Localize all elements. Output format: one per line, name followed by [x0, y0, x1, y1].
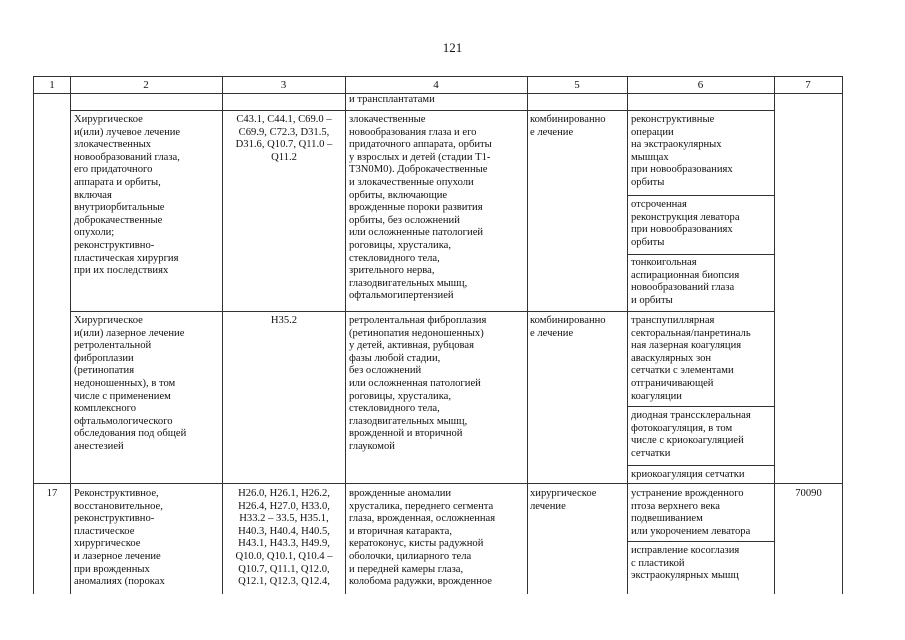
subrow-line [627, 541, 774, 542]
header-cell-2: 2 [143, 79, 149, 91]
header-cell-6: 6 [697, 79, 704, 91]
subrow-line [627, 195, 774, 196]
row-line [70, 311, 774, 312]
row-c-col2: Реконструктивное, восстановительное, реконструктивно- пластическое хирургическое и лазерное лечение при врожденных аномалиях (пороках [74, 488, 165, 588]
row-b-col2: Хирургическое и(или) лазерное лечение ретролентальной фиброплазии (ретинопатия недоношенных), в том числе с применением комплексного офтальмологического обследования под общей анестезией [74, 315, 187, 452]
medical-table [33, 76, 843, 594]
col-divider [70, 77, 71, 594]
row-b-col5: комбинированно е лечение [530, 315, 606, 339]
row-c-col1: 17 [46, 488, 58, 499]
header-cell-3: 3 [280, 79, 287, 91]
col-divider [527, 77, 528, 594]
row-c-col6-2: исправление косоглазия с пластикой экстраокулярных мышц [631, 545, 740, 582]
page-number: 121 [442, 40, 463, 55]
row-line [70, 110, 774, 111]
col-divider [345, 77, 346, 594]
col-divider [774, 77, 775, 594]
row-c-col6-1: устранение врожденного птоза верхнего века подвешиванием или укорочением леватора [631, 488, 751, 537]
subrow-line [627, 465, 774, 466]
row-a-col4: злокачественные новообразования глаза и его придаточного аппарата, орбиты у взрослых и детей (стадии T1- T3N0M0). Доброкачественные и злокачественные опухоли орбиты, включающие врожденные пороки развития орбиты, без осложнений или осложненные патологией роговицы, хрусталика, стекловидного тела, зрительного нерва, глазодвигательных мышц, офтальмогипертензией [349, 114, 492, 302]
row-a-col3: C43.1, C44.1, C69.0 – C69.9, C72.3, D31.5, D31.6, Q10.7, Q11.0 – Q11.2 [235, 114, 333, 163]
row-a-col6-2: отсроченная реконструкция леватора при новообразованиях орбиты [631, 199, 740, 248]
row-b-col4: ретролентальная фиброплазия (ретинопатия недоношенных) у детей, активная, рубцовая фазы любой стадии, без осложнений или осложненная патологией роговицы, хрусталика, стекловидного тела, глазодвигательных мышц, врожденной и вторичной глаукомой [349, 315, 487, 452]
header-cell-1: 1 [49, 79, 55, 91]
row-line [34, 483, 842, 484]
subrow-line [627, 254, 774, 255]
cont-col4: и трансплантатами [349, 94, 435, 105]
row-b-col6-1: транспупиллярная секторальная/панретиналь ная лазерная коагуляция аваскулярных зон сетчатки с элементами отграничивающей коагуляции [631, 315, 751, 402]
subrow-line [627, 406, 774, 407]
col-divider [627, 77, 628, 594]
row-a-col6-3: тонкоигольная аспирационная биопсия новообразований глаза и орбиты [631, 257, 740, 306]
row-c-col4: врожденные аномалии хрусталика, переднего сегмента глаза, врожденная, осложненная и вторичная катаракта, кератоконус, кисты радужной оболочки, цилиарного тела и передней камеры глаза, колобома радужки, врожденное [349, 488, 496, 588]
row-c-col7: 70090 [795, 488, 822, 499]
row-c-col3: H26.0, H26.1, H26.2, H26.4, H27.0, H33.0, H33.2 – 33.5, H35.1, H40.3, H40.4, H40.5, H43.1, H43.3, H49.9, Q10.0, Q10.1, Q10.4 – Q10.7, Q11.1, Q12.0, Q12.1, Q12.3, Q12.4, [235, 488, 333, 588]
header-cell-5: 5 [574, 79, 580, 91]
row-a-col6-1: реконструктивные операции на экстраокулярных мышцах при новообразованиях орбиты [631, 114, 733, 188]
row-b-col6-2: диодная транссклеральная фотокоагуляция, в том числе с криокоагуляцией сетчатки [631, 410, 751, 459]
row-c-col5: хирургическое лечение [530, 488, 597, 512]
header-cell-4: 4 [433, 79, 439, 91]
header-cell-7: 7 [805, 79, 811, 91]
row-a-col2: Хирургическое и(или) лучевое лечение злокачественных новообразований глаза, его придаточного аппарата и орбиты, включая внутриорбитальные доброкачественные опухоли; реконструктивно- пластическая хирургия при их последствиях [74, 114, 181, 277]
row-b-col6-3: криокоагуляция сетчатки [631, 469, 745, 480]
row-a-col5: комбинированно е лечение [530, 114, 606, 138]
row-b-col3: H35.2 [270, 315, 298, 326]
